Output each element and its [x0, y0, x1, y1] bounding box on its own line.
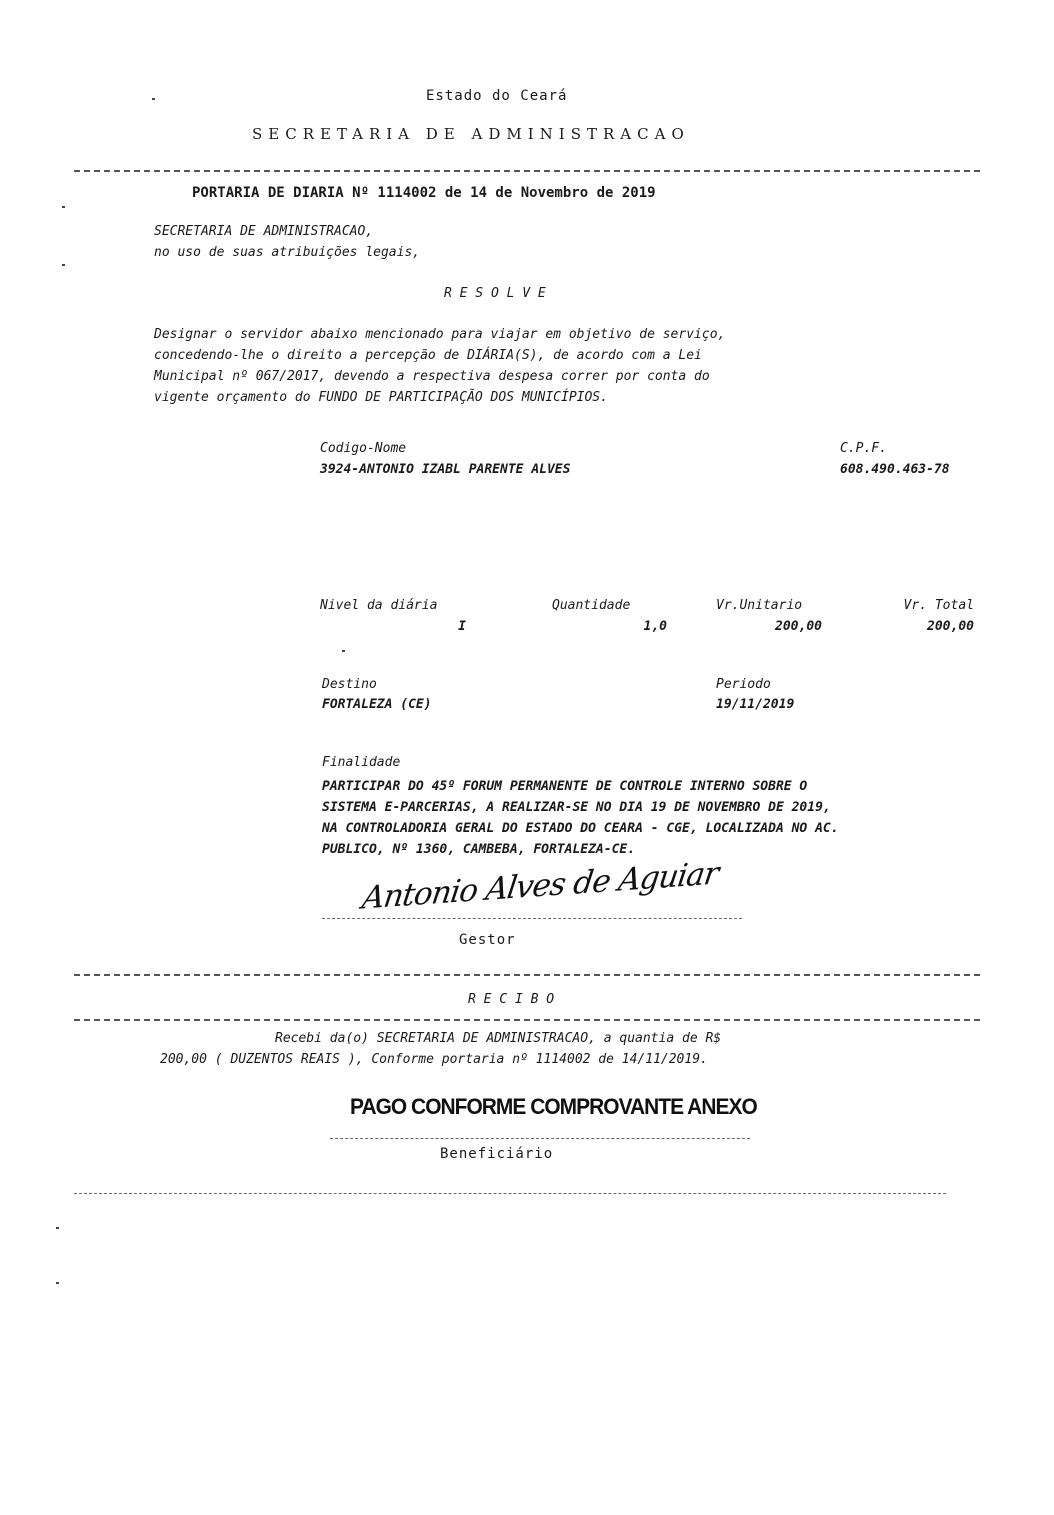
- codigo-nome-label: Codigo-Nome: [320, 441, 407, 456]
- finalidade-line: NA CONTROLADORIA GERAL DO ESTADO DO CEARA - CGE, LOCALIZADA NO AC.: [322, 821, 839, 836]
- periodo-value: 19/11/2019: [716, 697, 795, 712]
- body-line: Designar o servidor abaixo mencionado para viajar em objetivo de serviço,: [154, 327, 726, 342]
- periodo-label: Periodo: [716, 677, 771, 692]
- issuer-line-1: SECRETARIA DE ADMINISTRACAO,: [154, 224, 374, 239]
- gestor-signature-line: [322, 918, 742, 919]
- divider-top: [74, 170, 980, 172]
- paid-stamp: PAGO CONFORME COMPROVANTE ANEXO: [350, 1094, 757, 1119]
- quantidade-label: Quantidade: [552, 598, 631, 613]
- finalidade-label: Finalidade: [322, 755, 401, 770]
- recibo-line-1: Recebi da(o) SECRETARIA DE ADMINISTRACAO, a quantia de R$: [275, 1031, 722, 1046]
- scan-speck: [56, 1227, 59, 1229]
- finalidade-line: SISTEMA E-PARCERIAS, A REALIZAR-SE NO DIA 19 DE NOVEMBRO DE 2019,: [322, 800, 831, 815]
- gestor-label: Gestor: [459, 932, 516, 948]
- gestor-signature: Antonio Alves de Aguiar: [359, 855, 721, 917]
- nivel-value: I: [458, 619, 466, 634]
- quantidade-value: 1,0: [643, 619, 667, 634]
- state-heading: Estado do Ceará: [426, 88, 568, 104]
- total-value: 200,00: [927, 619, 974, 634]
- scan-speck: [62, 206, 65, 208]
- body-line: vigente orçamento do FUNDO DE PARTICIPAÇÃO DOS MUNICÍPIOS.: [154, 390, 608, 405]
- destino-label: Destino: [322, 677, 377, 692]
- body-line: concedendo-lhe o direito a percepção de DIÁRIA(S), de acordo com a Lei: [154, 348, 702, 363]
- scan-speck: [62, 264, 65, 266]
- cpf-label: C.P.F.: [840, 441, 887, 456]
- beneficiario-label: Beneficiário: [440, 1146, 554, 1162]
- nivel-label: Nivel da diária: [320, 598, 438, 613]
- scan-speck: [56, 1282, 59, 1284]
- codigo-nome-value: 3924-ANTONIO IZABL PARENTE ALVES: [320, 462, 571, 477]
- body-line: Municipal nº 067/2017, devendo a respectiva despesa correr por conta do: [154, 369, 710, 384]
- portaria-title: PORTARIA DE DIARIA Nº 1114002 de 14 de Novembro de 2019: [192, 185, 656, 201]
- divider-bottom: [74, 1193, 946, 1194]
- resolve-heading: R E S O L V E: [444, 286, 546, 301]
- divider-recibo-top: [74, 974, 980, 976]
- agency-heading: SECRETARIA DE ADMINISTRACAO: [252, 125, 690, 143]
- scan-speck: [342, 650, 345, 652]
- cpf-value: 608.490.463-78: [840, 462, 950, 477]
- beneficiario-signature-line: [330, 1138, 750, 1139]
- divider-recibo-bottom: [74, 1019, 980, 1021]
- unitario-label: Vr.Unitario: [716, 598, 803, 613]
- recibo-title: R E C I B O: [468, 992, 555, 1007]
- issuer-line-2: no uso de suas atribuições legais,: [154, 245, 421, 260]
- finalidade-text: [322, 776, 839, 860]
- recibo-line-2: 200,00 ( DUZENTOS REAIS ), Conforme portaria nº 1114002 de 14/11/2019.: [160, 1052, 708, 1067]
- finalidade-line: PUBLICO, Nº 1360, CAMBEBA, FORTALEZA-CE.: [322, 842, 636, 857]
- destino-value: FORTALEZA (CE): [322, 697, 432, 712]
- portaria-body: [154, 324, 725, 408]
- unitario-value: 200,00: [775, 619, 822, 634]
- scan-speck: [152, 98, 155, 100]
- total-label: Vr. Total: [903, 598, 974, 613]
- finalidade-line: PARTICIPAR DO 45º FORUM PERMANENTE DE CONTROLE INTERNO SOBRE O: [322, 779, 808, 794]
